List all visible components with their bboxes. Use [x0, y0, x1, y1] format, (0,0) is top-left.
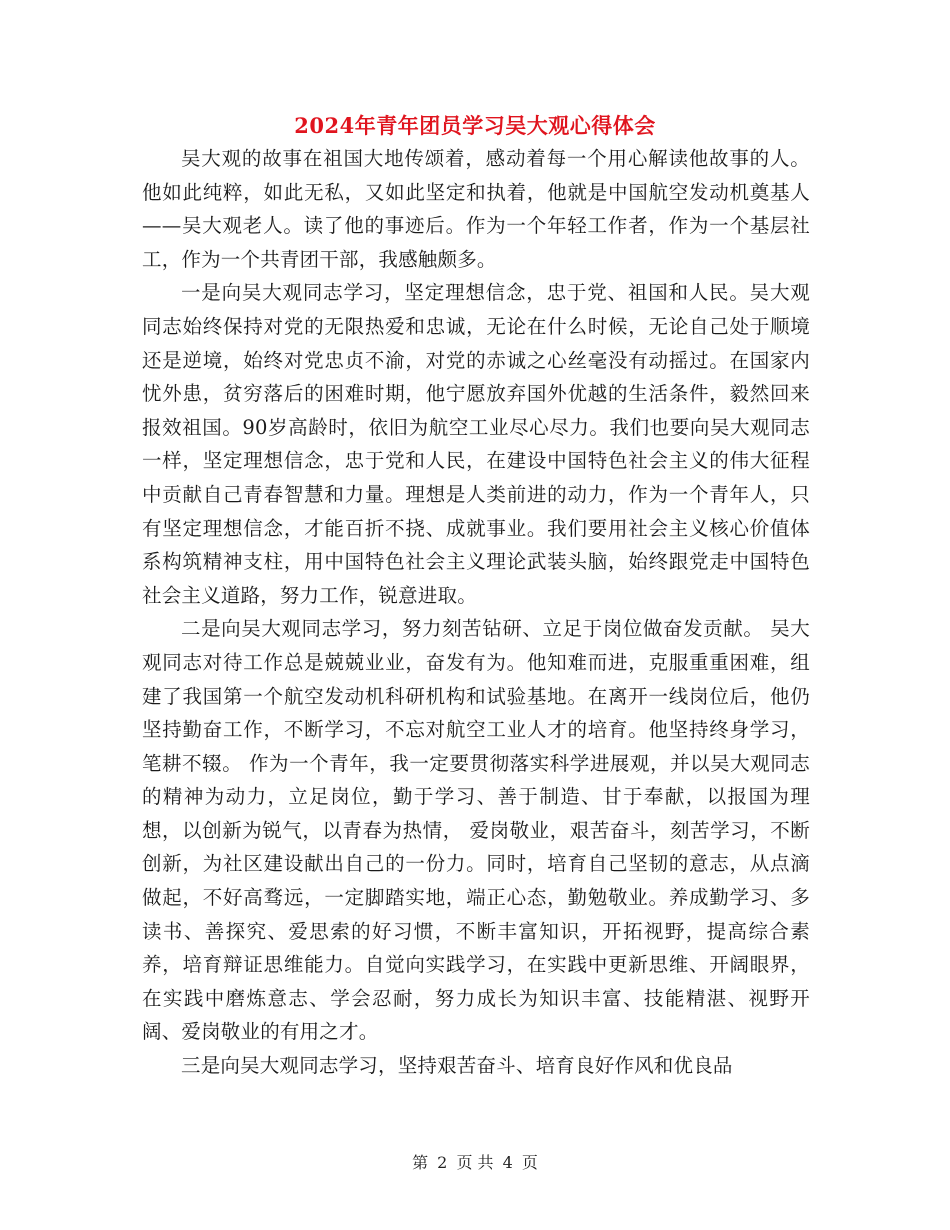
paragraph-point-three: 三是向吴大观同志学习，坚持艰苦奋斗、培育良好作风和优良品	[181, 1054, 733, 1078]
footer-prefix: 第	[412, 1153, 429, 1172]
document-body	[142, 142, 810, 1083]
document-title: 2024年青年团员学习吴大观心得体会	[294, 113, 656, 138]
footer-suffix: 页	[521, 1153, 538, 1172]
paragraph-point-one: 一是向吴大观同志学习，坚定理想信念，忠于党、祖国和人民。吴大观同志始终保持对党的无限热爱和忠诚，无论在什么时候，无论自己处于顺境还是逆境，始终对党忠贞不渝，对党的赤诚之心丝毫没有动摇过。在国家内忧外患，贫穷落后的困难时期，他宁愿放弃国外优越的生活条件，毅然回来报效祖国。90岁高龄时，依旧为航空工业尽心尽力。我们也要向吴大观同志一样，坚定理想信念，忠于党和人民，在建设中国特色社会主义的伟大征程中贡献自己青春智慧和力量。理想是人类前进的动力，作为一个青年人，只有坚定理想信念，才能百折不挠、成就事业。我们要用社会主义核心价值体系构筑精神支柱，用中国特色社会主义理论武装头脑，始终跟党走中国特色社会主义道路，努力工作，锐意进取。	[142, 281, 810, 607]
footer-middle: 页 共	[456, 1153, 494, 1172]
page-footer	[0, 1152, 950, 1174]
paragraph-intro: 吴大观的故事在祖国大地传颂着，感动着每一个用心解读他故事的人。他如此纯粹，如此无私，又如此坚定和执着，他就是中国航空发动机奠基人——吴大观老人。读了他的事迹后。作为一个年轻工作者，作为一个基层社工，作为一个共青团干部，我感触颇多。	[142, 147, 810, 271]
paragraph-point-two: 二是向吴大观同志学习，努力刻苦钻研、立足于岗位做奋发贡献。 吴大观同志对待工作总是兢兢业业，奋发有为。他知难而进，克服重重困难，组建了我国第一个航空发动机科研机构和试验基地。在离开一线岗位后，他仍坚持勤奋工作，不断学习，不忘对航空工业人才的培育。他坚持终身学习，笔耕不辍。 作为一个青年，我一定要贯彻落实科学进展观，并以吴大观同志的精神为动力，立足岗位，勤于学习、善于制造、甘于奉献，以报国为理想，以创新为锐气，以青春为热情， 爱岗敬业，艰苦奋斗，刻苦学习，不断创新，为社区建设献出自己的一份力。同时，培育自己坚韧的意志，从点滴做起，不好高骛远，一定脚踏实地，端正心态，勤勉敬业。养成勤学习、多读书、善探究、爱思索的好习惯，不断丰富知识，开拓视野，提高综合素养，培育辩证思维能力。自觉向实践学习，在实践中更新思维、开阔眼界，在实践中磨炼意志、学会忍耐，努力成长为知识丰富、技能精湛、视野开阔、爱岗敬业的有用之才。	[142, 617, 810, 1044]
footer-page-number: 2	[437, 1153, 448, 1172]
footer-total-pages: 4	[502, 1153, 513, 1172]
